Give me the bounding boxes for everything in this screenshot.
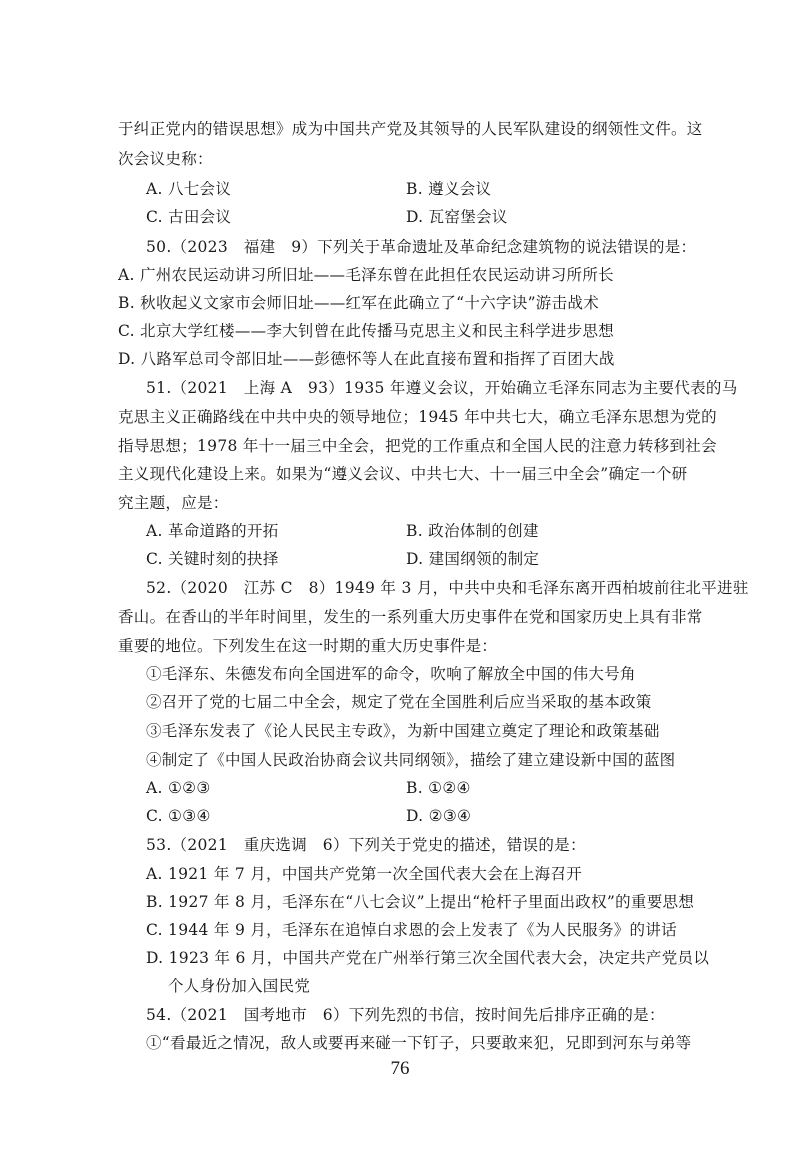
option-b: B. 政治体制的创建 <box>406 522 539 540</box>
option-a: A. ①②③ <box>146 779 211 797</box>
text-line: 究主题，应是： <box>118 494 229 512</box>
option-a: A. 八七会议 <box>146 180 232 198</box>
option-c: C. ①③④ <box>146 807 211 825</box>
text-line: 克思主义正确路线在中共中央的领导地位；1945 年中共七大，确立毛泽东思想为党的 <box>118 408 717 426</box>
list-item: ①“看最近之情况，敌人或要再来碰一下钉子，只要敢来犯，兄即到河东与弟等 <box>146 1034 692 1052</box>
option-d: D. ②③④ <box>406 807 472 825</box>
option-d: D. 1923 年 6 月，中国共产党在广州举行第三次全国代表大会，决定共产党员以 <box>146 949 710 967</box>
option-d: D. 瓦窑堡会议 <box>406 208 508 226</box>
question-53: 53.（2021 重庆选调 6）下列关于党史的描述，错误的是： <box>146 836 586 854</box>
option-b: B. 遵义会议 <box>406 180 492 198</box>
list-item: ①毛泽东、朱德发布向全国进军的命令，吹响了解放全中国的伟大号角 <box>146 665 636 683</box>
option-c: C. 关键时刻的抉择 <box>146 550 279 568</box>
page-number: 76 <box>390 1058 410 1079</box>
text-line: 个人身份加入国民党 <box>168 977 311 995</box>
question-52: 52.（2020 江苏 C 8）1949 年 3 月，中共中央和毛泽东离开西柏坡前往北平进驻 <box>146 579 749 597</box>
option-c: C. 1944 年 9 月，毛泽东在追悼白求恩的会上发表了《为人民服务》的讲话 <box>146 921 677 939</box>
text-line: 于纠正党内的错误思想》成为中国共产党及其领导的人民军队建设的纲领性文件。这 <box>118 120 703 138</box>
text-line: 香山。在香山的半年时间里，发生的一系列重大历史事件在党和国家历史上具有非常 <box>118 608 703 626</box>
option-b: B. 1927 年 8 月，毛泽东在“八七会议”上提出“枪杆子里面出政权”的重要思想 <box>146 893 695 911</box>
question-50: 50.（2023 福建 9）下列关于革命遗址及革命纪念建筑物的说法错误的是： <box>146 238 697 256</box>
list-item: ②召开了党的七届二中全会，规定了党在全国胜利后应当采取的基本政策 <box>146 693 652 711</box>
option-c: C. 古田会议 <box>146 208 232 226</box>
option-b: B. ①②④ <box>406 779 471 797</box>
option-d: D. 建国纲领的制定 <box>406 550 540 568</box>
option-c: C. 北京大学红楼——李大钊曾在此传播马克思主义和民主科学进步思想 <box>118 322 615 340</box>
text-line: 主义现代化建设上来。如果为“遵义会议、中共七大、十一届三中全会”确定一个研 <box>118 465 688 483</box>
list-item: ③毛泽东发表了《论人民民主专政》，为新中国建立奠定了理论和政策基础 <box>146 722 660 740</box>
list-item: ④制定了《中国人民政治协商会议共同纲领》，描绘了建立建设新中国的蓝图 <box>146 751 676 769</box>
text-line: 指导思想；1978 年十一届三中全会，把党的工作重点和全国人民的注意力转移到社会 <box>118 437 717 455</box>
option-a: A. 1921 年 7 月，中国共产党第一次全国代表大会在上海召开 <box>146 865 583 883</box>
text-line: 次会议史称： <box>118 150 213 168</box>
question-51: 51.（2021 上海 A 93）1935 年遵义会议，开始确立毛泽东同志为主要代表的马 <box>146 379 738 397</box>
text-line: 重要的地位。下列发生在这一时期的重大历史事件是： <box>118 637 498 655</box>
option-b: B. 秋收起义文家市会师旧址——红军在此确立了“十六字诀”游击战术 <box>118 294 599 312</box>
option-a: A. 广州农民运动讲习所旧址——毛泽东曾在此担任农民运动讲习所所长 <box>118 266 614 284</box>
option-a: A. 革命道路的开拓 <box>146 522 279 540</box>
option-d: D. 八路军总司令部旧址——彭德怀等人在此直接布置和指挥了百团大战 <box>118 350 615 368</box>
question-54: 54.（2021 国考地市 6）下列先烈的书信，按时间先后排序正确的是： <box>146 1006 665 1024</box>
